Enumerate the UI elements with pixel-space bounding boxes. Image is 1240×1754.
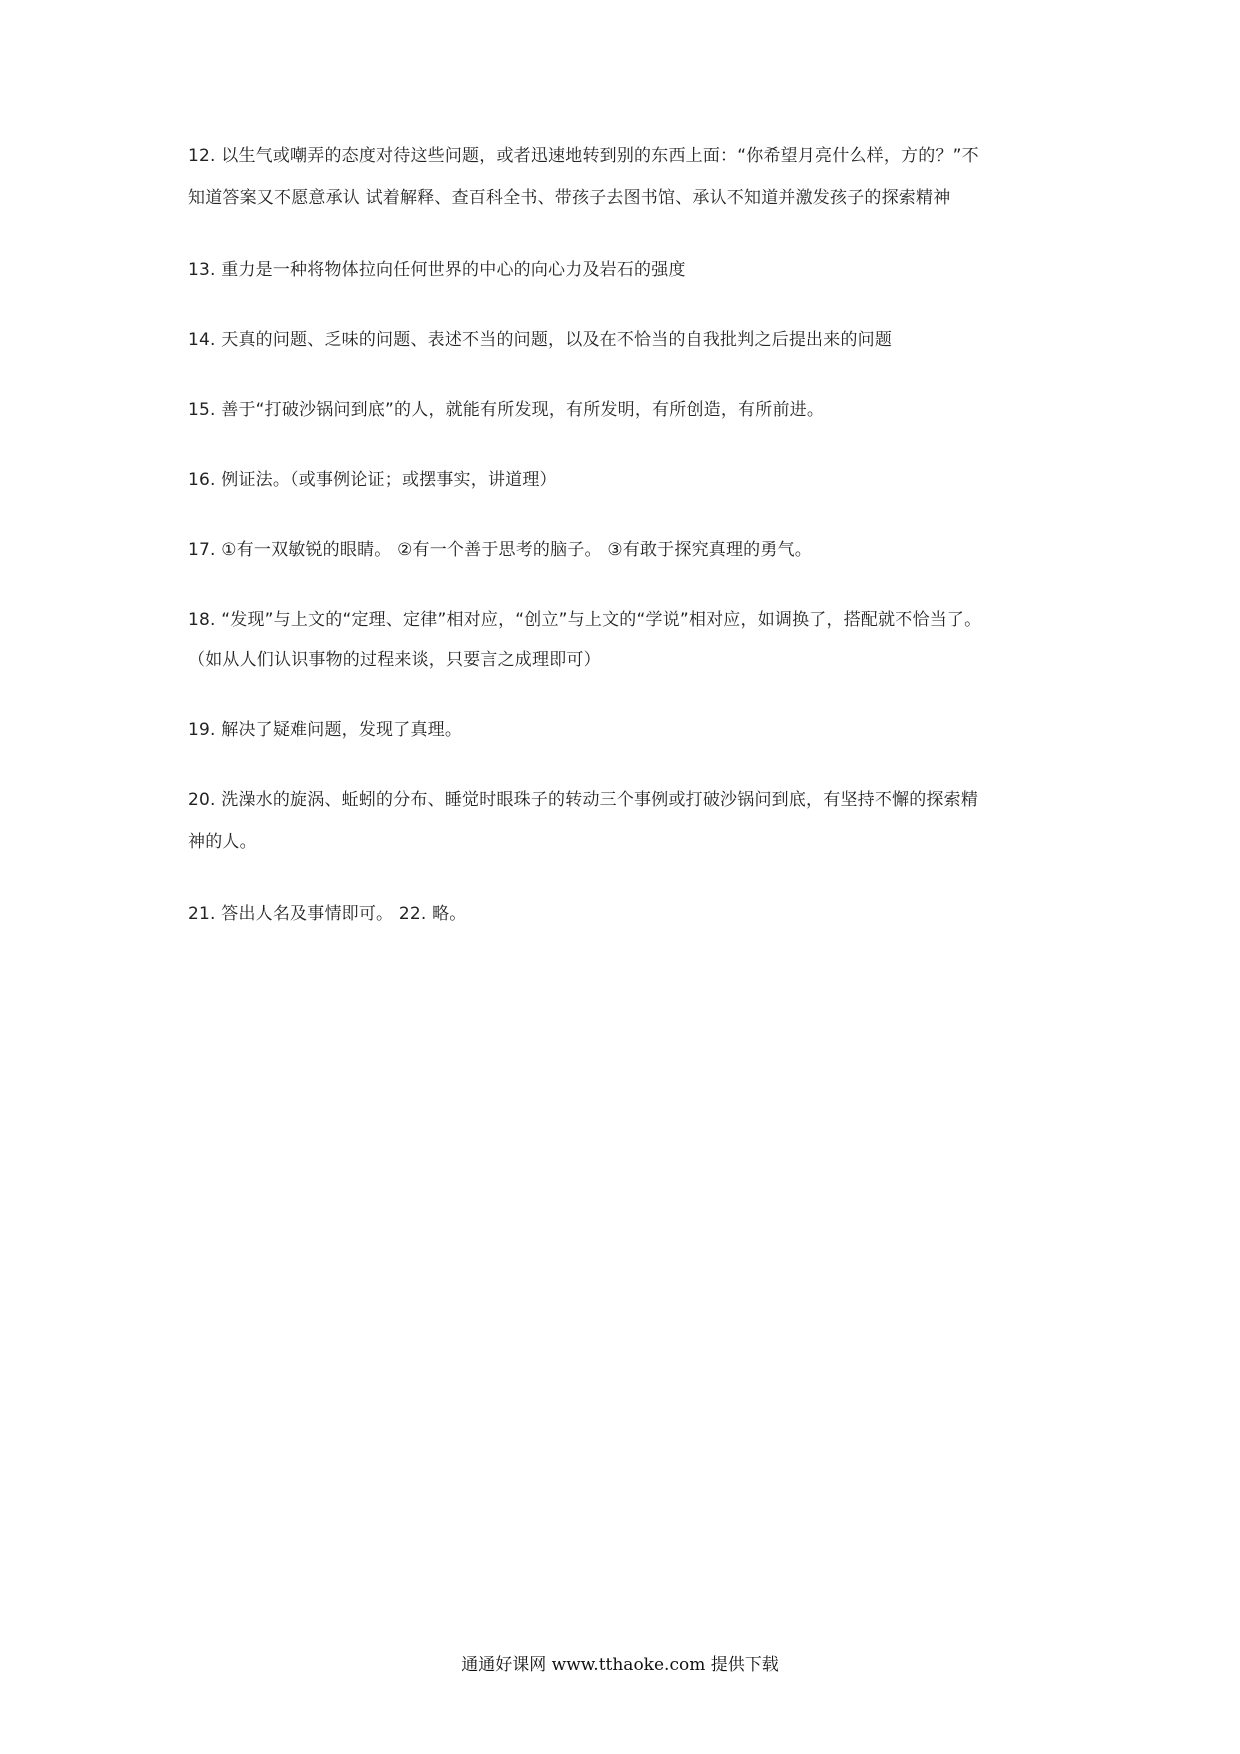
answer-14: 14. 天真的问题、乏味的问题、表述不当的问题，以及在不恰当的自我批判之后提出来的问题: [188, 330, 893, 350]
answer-21-22: 21. 答出人名及事情即可。 22. 略。: [188, 904, 467, 924]
answer-13: 13. 重力是一种将物体拉向任何世界的中心的向心力及岩石的强度: [188, 260, 686, 280]
answer-12-line-2: 知道答案又不愿意承认 试着解释、查百科全书、带孩子去图书馆、承认不知道并激发孩子的探索精神: [188, 188, 951, 208]
answer-19: 19. 解决了疑难问题，发现了真理。: [188, 720, 463, 740]
answer-18-line-1: 18. “发现”与上文的“定理、定律”相对应，“创立”与上文的“学说”相对应，如调换了，搭配就不恰当了。: [188, 610, 982, 630]
answer-20-line-1: 20. 洗澡水的旋涡、蚯蚓的分布、睡觉时眼珠子的转动三个事例或打破沙锅问到底，有坚持不懈的探索精: [188, 790, 979, 810]
answer-16: 16. 例证法。（或事例论证；或摆事实，讲道理）: [188, 470, 557, 490]
answer-12-line-1: 12. 以生气或嘲弄的态度对待这些问题，或者迅速地转到别的东西上面：“你希望月亮什么样，方的？”不: [188, 146, 979, 166]
answer-17: 17. ①有一双敏锐的眼睛。 ②有一个善于思考的脑子。 ③有敢于探究真理的勇气。: [188, 540, 812, 560]
answer-20-line-2: 神的人。: [188, 832, 257, 852]
answer-15: 15. 善于“打破沙锅问到底”的人，就能有所发现，有所发明，有所创造，有所前进。: [188, 400, 825, 420]
footer-credit: 通通好课网 www.tthaoke.com 提供下载: [461, 1655, 779, 1675]
answer-18-line-2: （如从人们认识事物的过程来谈，只要言之成理即可）: [188, 650, 601, 670]
